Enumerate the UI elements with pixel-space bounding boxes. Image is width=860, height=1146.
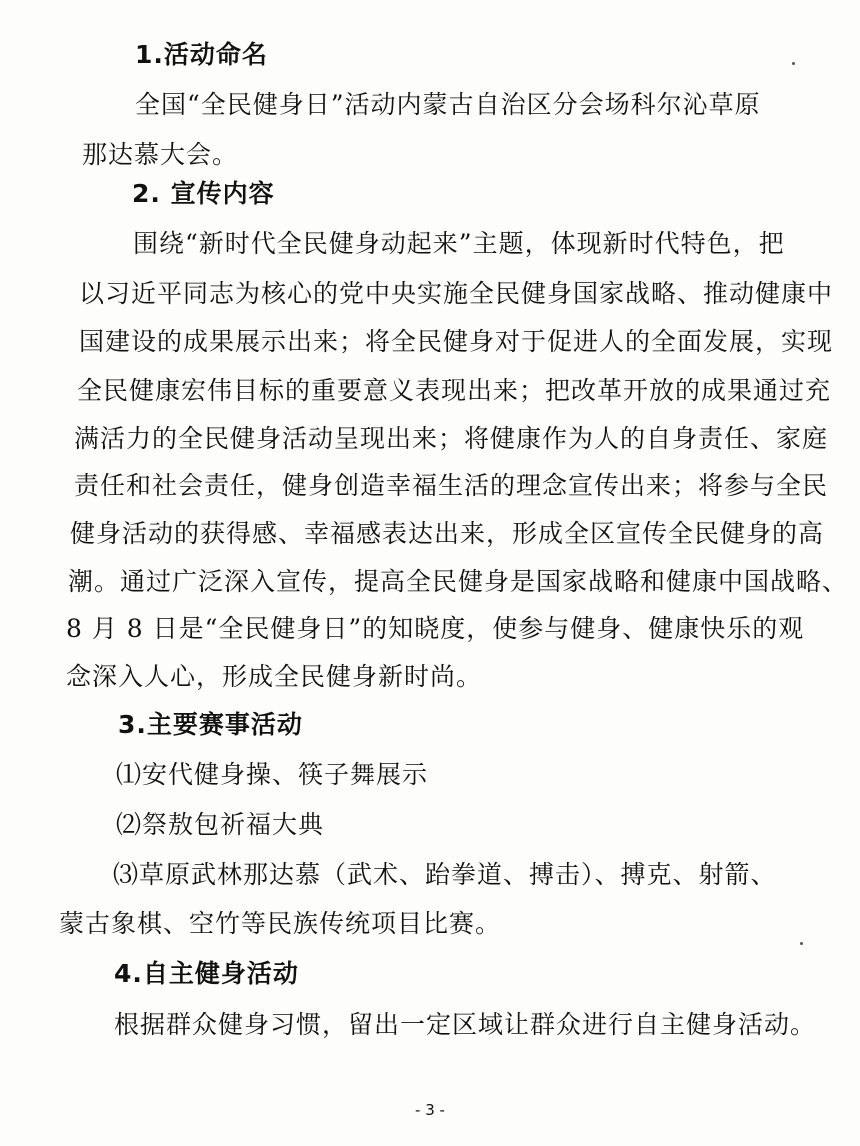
section-2-line-10: 念深入人心，形成全民健身新时尚。 xyxy=(66,662,483,691)
section-2-line-5: 满活力的全民健身活动呈现出来；将健康作为人的自身责任、家庭 xyxy=(74,424,829,453)
section-4-heading: 4.自主健身活动 xyxy=(114,959,299,988)
section-3-item-1: ⑴安代健身操、筷子舞展示 xyxy=(116,760,429,789)
section-2-line-1: 围绕“新时代全民健身动起来”主题，体现新时代特色，把 xyxy=(133,229,785,258)
section-2-line-8: 潮。通过广泛深入宣传，提高全民健身是国家战略和健康中国战略、 xyxy=(68,567,849,596)
page-number: - 3 - xyxy=(415,1101,445,1119)
section-3-item-3-line-2: 蒙古象棋、空竹等民族传统项目比赛。 xyxy=(59,909,502,938)
section-1-line-2: 那达慕大会。 xyxy=(82,140,239,169)
section-2-line-7: 健身活动的获得感、幸福感表达出来，形成全区宣传全民健身的高 xyxy=(70,519,825,548)
scan-speck xyxy=(800,942,803,945)
section-2-line-9: 8 月 8 日是“全民健身日”的知晓度，使参与健身、健康快乐的观 xyxy=(66,614,805,643)
section-2-line-2: 以习近平同志为核心的党中央实施全民健身国家战略、推动健康中 xyxy=(79,279,834,308)
section-2-line-3: 国建设的成果展示出来；将全民健身对于促进人的全面发展，实现 xyxy=(79,327,834,356)
section-3-heading: 3.主要赛事活动 xyxy=(118,710,303,739)
section-4-line-1: 根据群众健身习惯，留出一定区域让群众进行自主健身活动。 xyxy=(114,1010,817,1039)
section-1-heading: 1.活动命名 xyxy=(135,40,268,69)
section-3-item-2: ⑵祭敖包祈福大典 xyxy=(116,810,325,839)
section-2-heading: 2. 宣传内容 xyxy=(132,179,275,208)
section-1-line-1: 全国“全民健身日”活动内蒙古自治区分会场科尔沁草原 xyxy=(135,90,761,119)
scan-speck xyxy=(792,62,795,65)
section-2-line-6: 责任和社会责任，健身创造幸福生活的理念宣传出来；将参与全民 xyxy=(74,471,829,500)
section-2-line-4: 全民健康宏伟目标的重要意义表现出来；把改革开放的成果通过充 xyxy=(77,376,832,405)
section-3-item-3-line-1: ⑶草原武林那达慕（武术、跆拳道、搏击）、搏克、射箭、 xyxy=(113,860,777,889)
